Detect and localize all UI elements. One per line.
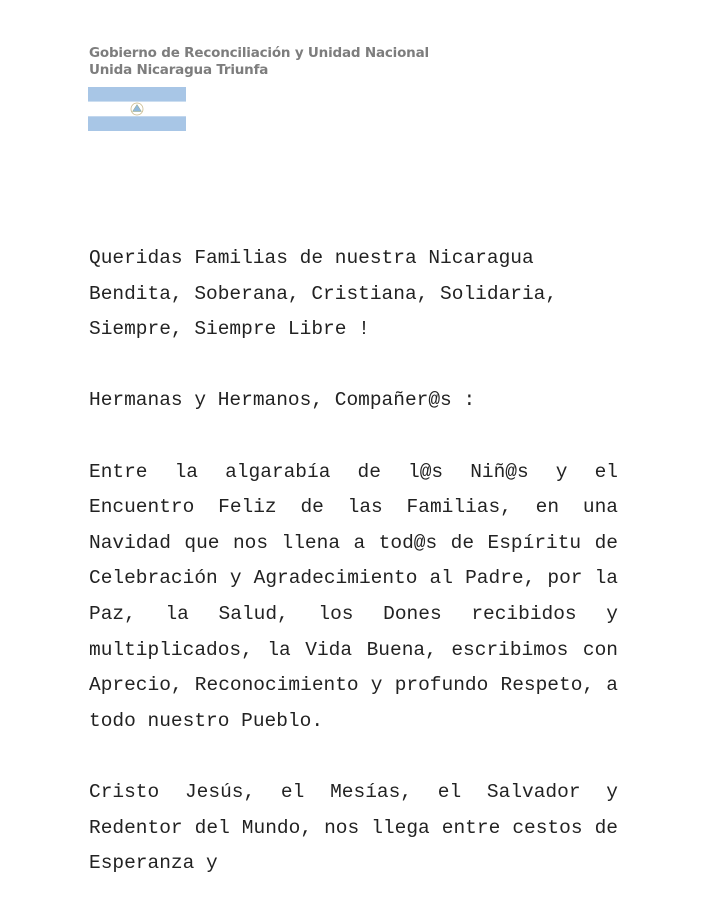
- letter-body: [89, 241, 618, 917]
- paragraph-1: Entre la algarabía de l@s Niñ@s y el Encuentro Feliz de las Familias, en una Navidad que nos llena a tod@s de Espíritu de Celebración y Agradecimiento al Padre, por la Paz, la Salud, los Dones recibidos y multiplicados, la Vida Buena, escribimos con Aprecio, Reconocimiento y profundo Respeto, a todo nuestro Pueblo.: [89, 460, 618, 732]
- greeting-line: Siempre, Siempre Libre !: [89, 318, 370, 341]
- government-name: Gobierno de Reconciliación y Unidad Nacional: [89, 45, 429, 61]
- salutation: Hermanas y Hermanos, Compañer@s :: [89, 389, 476, 412]
- greeting-line: Bendita, Soberana, Cristiana, Solidaria,: [89, 282, 558, 305]
- government-slogan: Unida Nicaragua Triunfa: [89, 62, 269, 78]
- paragraph-2: Cristo Jesús, el Mesías, el Salvador y Redentor del Mundo, nos llega entre cestos de Esperanza y: [89, 780, 618, 875]
- greeting: [89, 241, 618, 348]
- letterhead: [89, 45, 429, 79]
- greeting-line: Queridas Familias de nuestra Nicaragua: [89, 247, 534, 269]
- nicaragua-flag-icon: [88, 87, 186, 131]
